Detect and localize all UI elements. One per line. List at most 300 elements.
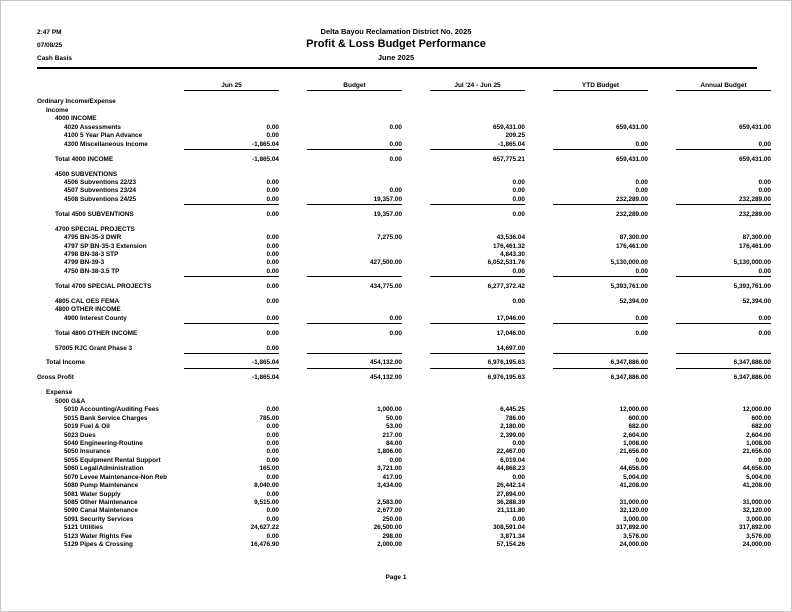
amount-cell [279, 374, 402, 382]
amount-cell [648, 516, 771, 524]
amount-cell [402, 124, 525, 132]
amount-value [184, 107, 279, 115]
amount-value: 1,008.00 [623, 439, 648, 447]
amount-cell [648, 283, 771, 291]
amount-value [553, 306, 648, 314]
amount-value: 417.00 [382, 473, 402, 481]
amount-cell [402, 345, 525, 358]
report-row [37, 440, 769, 448]
report-row [37, 474, 769, 482]
amount-value: 176,461.00 [739, 242, 771, 250]
report-title-block [1, 25, 791, 64]
amount-cell [156, 283, 279, 291]
report-row [37, 187, 769, 195]
amount-value: 84.00 [386, 439, 402, 447]
column-header-spacer [37, 81, 156, 91]
amount-cell [402, 474, 525, 482]
amount-value [553, 115, 648, 123]
amount-cell [279, 359, 402, 368]
column-header-row [37, 81, 769, 91]
amount-cell [279, 211, 402, 219]
amount-cell [279, 415, 402, 423]
amount-value: 0.00 [758, 456, 771, 464]
amount-value: 0.00 [389, 187, 402, 195]
amount-value: 31,000.00 [619, 499, 648, 506]
amount-value [676, 226, 771, 234]
amount-cell [648, 448, 771, 456]
amount-cell [525, 315, 648, 324]
amount-value: 53.00 [386, 423, 402, 431]
amount-cell [525, 283, 648, 291]
amount-value: 0.00 [676, 141, 771, 150]
report-row [37, 211, 769, 219]
report-row [37, 283, 769, 291]
amount-cell [156, 524, 279, 532]
account-label: 4797 SP BN-35-3 Extension [64, 242, 147, 250]
amount-value: 0.00 [266, 515, 279, 523]
amount-cell [279, 533, 402, 541]
amount-cell [525, 330, 648, 338]
account-label: 4000 INCOME [55, 115, 97, 123]
amount-cell [402, 524, 525, 532]
amount-value: 657,775.21 [493, 155, 525, 163]
amount-value: 0.00 [266, 448, 279, 456]
amount-cell [279, 507, 402, 515]
amount-cell [156, 482, 279, 490]
amount-cell [525, 457, 648, 465]
column-header-label: Jun 25 [184, 81, 279, 91]
amount-value [676, 398, 771, 406]
amount-value [307, 491, 402, 499]
amount-cell [402, 465, 525, 473]
amount-value: 250.00 [382, 515, 402, 523]
amount-cell [156, 259, 279, 267]
amount-value: 16,476.90 [250, 541, 279, 549]
amount-value [676, 107, 771, 115]
amount-cell [525, 533, 648, 541]
amount-value [553, 389, 648, 397]
amount-value: 0.00 [758, 329, 771, 337]
amount-cell [402, 448, 525, 456]
amount-cell [402, 406, 525, 414]
account-label: 4799 BN-39-3 [64, 259, 105, 267]
amount-value [430, 226, 525, 234]
amount-cell [279, 124, 402, 132]
account-label: 5060 Legal/Administration [64, 465, 144, 473]
amount-cell [525, 432, 648, 440]
report-row [37, 499, 769, 507]
amount-value: 3,576.00 [623, 532, 648, 540]
amount-cell [648, 524, 771, 532]
amount-value: 2,180.00 [500, 423, 525, 431]
amount-cell [402, 283, 525, 291]
amount-cell [156, 406, 279, 414]
account-label: 4795 BN-35-3 DWR [64, 234, 122, 242]
amount-value: 17,046.00 [496, 329, 525, 337]
amount-cell [156, 440, 279, 448]
account-label: 4900 Interest County [64, 314, 127, 322]
report-row [37, 107, 769, 115]
amount-value: 5,004.00 [746, 473, 771, 481]
amount-value: 0.00 [266, 210, 279, 218]
account-label: 4805 CAL OES FEMA [55, 297, 120, 305]
report-row [37, 234, 769, 242]
amount-value [553, 226, 648, 234]
amount-cell [648, 474, 771, 482]
report-row [37, 115, 769, 123]
amount-value: 232,289.00 [676, 196, 771, 205]
amount-cell [156, 448, 279, 456]
amount-cell [156, 465, 279, 473]
amount-value: 6,019.04 [500, 456, 525, 464]
amount-value: 1,000.00 [377, 406, 402, 414]
account-label: 5023 Dues [64, 431, 96, 439]
amount-value: 0.00 [389, 123, 402, 131]
amount-cell [648, 141, 771, 150]
report-row [37, 482, 769, 490]
report-row [37, 374, 769, 382]
amount-cell [279, 187, 402, 195]
amount-value: 21,656.00 [742, 448, 771, 456]
report-time: 2:47 PM [37, 29, 62, 36]
amount-value [553, 107, 648, 115]
account-label: 57005 RJC Grant Phase 3 [55, 344, 133, 352]
amount-value: 52,394.00 [742, 297, 771, 305]
amount-value [184, 389, 279, 397]
amount-cell [648, 345, 771, 358]
amount-value: 0.00 [635, 456, 648, 464]
amount-value: 19,357.00 [307, 196, 402, 205]
amount-cell [279, 268, 402, 281]
amount-cell [525, 507, 648, 515]
amount-value: 165.00 [259, 465, 279, 473]
column-header-label: Annual Budget [676, 81, 771, 91]
amount-value: 9,515.00 [254, 499, 279, 506]
amount-value: 0.00 [266, 406, 279, 414]
amount-cell [279, 330, 402, 338]
amount-value: 0.00 [307, 141, 402, 150]
amount-value: -1,865.04 [430, 141, 525, 150]
account-label: 5123 Water Rights Fee [64, 532, 132, 540]
amount-cell [402, 211, 525, 219]
column-header [402, 81, 525, 91]
amount-cell [156, 423, 279, 431]
report-row [37, 524, 769, 532]
amount-value [676, 251, 771, 259]
amount-value [676, 98, 771, 106]
amount-value [307, 179, 402, 187]
amount-cell [279, 440, 402, 448]
amount-cell [402, 196, 525, 205]
amount-cell [648, 330, 771, 338]
amount-value: 0.00 [266, 123, 279, 131]
column-header [156, 81, 279, 91]
amount-value: 0.00 [266, 431, 279, 439]
amount-cell [279, 234, 402, 242]
amount-value: 0.00 [635, 178, 648, 186]
amount-value: 24,627.22 [250, 524, 279, 532]
amount-cell [525, 406, 648, 414]
amount-value: 659,431.00 [493, 123, 525, 131]
amount-cell [648, 187, 771, 195]
report-row [37, 398, 769, 406]
amount-cell [648, 268, 771, 281]
header-rule [37, 67, 757, 69]
amount-cell [525, 211, 648, 219]
report-row [37, 359, 769, 367]
amount-value: 0.00 [307, 315, 402, 324]
amount-value: 0.00 [266, 259, 279, 267]
amount-cell [279, 141, 402, 150]
amount-cell [156, 187, 279, 195]
amount-value: 600.00 [751, 414, 771, 422]
amount-value: 3,434.00 [377, 482, 402, 490]
report-header [1, 1, 791, 64]
account-label: 4750 BN-38-3.5 TP [64, 267, 120, 275]
report-row [37, 465, 769, 473]
amount-cell [525, 482, 648, 490]
amount-cell [156, 141, 279, 150]
account-label: Total 4500 SUBVENTIONS [55, 210, 134, 218]
amount-value: 4,843.30 [500, 251, 525, 258]
report-title: Profit & Loss Budget Performance [306, 38, 486, 50]
amount-value: 17,046.00 [430, 315, 525, 324]
amount-value: 36,288.39 [496, 499, 525, 506]
amount-cell [402, 315, 525, 324]
amount-cell [525, 474, 648, 482]
amount-cell [402, 141, 525, 150]
amount-value: 317,892.00 [616, 524, 648, 532]
amount-value [307, 398, 402, 406]
amount-value [676, 171, 771, 179]
amount-cell [402, 415, 525, 423]
amount-value: 44,656.00 [742, 465, 771, 473]
amount-value: 0.00 [266, 297, 279, 305]
page-number: Page 1 [385, 574, 407, 581]
amount-value: 308,591.04 [493, 524, 525, 532]
amount-cell [402, 374, 525, 382]
amount-value [307, 115, 402, 123]
amount-cell [402, 541, 525, 549]
amount-value: 5,393,761.00 [610, 282, 648, 290]
report-row [37, 156, 769, 164]
report-row [37, 196, 769, 204]
amount-cell [279, 448, 402, 456]
amount-value: 0.00 [676, 315, 771, 324]
amount-cell [279, 482, 402, 490]
amount-value: 232,289.00 [739, 210, 771, 218]
amount-value: 2,000.00 [377, 541, 402, 549]
amount-value: 0.00 [266, 439, 279, 447]
amount-value [307, 389, 402, 397]
amount-value: 786.00 [505, 414, 525, 422]
amount-value: 0.00 [758, 178, 771, 186]
account-label: 5019 Fuel & Oil [64, 423, 110, 431]
amount-value [307, 107, 402, 115]
amount-value [184, 115, 279, 123]
amount-value [430, 98, 525, 106]
account-label: 4507 Subventions 23/24 [64, 187, 137, 195]
amount-cell [156, 268, 279, 281]
amount-value [307, 298, 402, 306]
amount-value [553, 398, 648, 406]
amount-value: 659,431.00 [616, 123, 648, 131]
amount-cell [648, 315, 771, 324]
report-row [37, 457, 769, 465]
report-row [37, 389, 769, 397]
account-label: Income [46, 106, 69, 114]
amount-value: 0.00 [512, 473, 525, 481]
amount-cell [279, 465, 402, 473]
report-date: 07/08/25 [37, 42, 63, 49]
company-name: Delta Bayou Reclamation District No. 2025 [320, 27, 472, 36]
amount-cell [156, 415, 279, 423]
report-row [37, 179, 769, 187]
amount-cell [525, 187, 648, 195]
amount-value: 0.00 [512, 178, 525, 186]
amount-value: 659,431.00 [739, 155, 771, 163]
amount-value: 0.00 [553, 268, 648, 277]
amount-value [676, 345, 771, 354]
amount-cell [648, 482, 771, 490]
account-label: 5080 Pump Maintenance [64, 482, 139, 490]
amount-value: 176,461.32 [493, 242, 525, 250]
report-row [37, 306, 769, 314]
amount-value [430, 107, 525, 115]
amount-value [430, 115, 525, 123]
report-row [37, 423, 769, 431]
amount-value: -1,865.04 [251, 374, 279, 382]
amount-value: 232,289.00 [616, 210, 648, 218]
amount-value: 0.00 [184, 315, 279, 324]
amount-cell [279, 345, 402, 358]
amount-value [676, 491, 771, 499]
amount-value: 0.00 [184, 196, 279, 205]
amount-value: 0.00 [266, 329, 279, 337]
amount-value: 6,347,886.00 [733, 374, 771, 382]
amount-value: 2,677.00 [377, 507, 402, 515]
report-body [37, 98, 769, 549]
amount-value: 2,399.00 [500, 431, 525, 439]
report-row [37, 251, 769, 259]
report-row [37, 491, 769, 499]
report-row [37, 98, 769, 106]
amount-value: 26,442.14 [496, 482, 525, 490]
amount-value [430, 306, 525, 314]
amount-value: 57,154.26 [496, 541, 525, 549]
amount-cell [402, 187, 525, 195]
account-label: 5000 G&A [55, 397, 86, 405]
amount-cell [525, 156, 648, 164]
amount-cell [279, 524, 402, 532]
amount-value: 0.00 [512, 297, 525, 305]
amount-cell [525, 124, 648, 132]
amount-cell [402, 268, 525, 281]
amount-cell [402, 482, 525, 490]
report-row [37, 243, 769, 251]
amount-cell [156, 211, 279, 219]
amount-cell [525, 448, 648, 456]
amount-value: 6,347,886.00 [676, 359, 771, 368]
amount-value: 6,277,372.42 [487, 282, 525, 290]
amount-value: 682.00 [751, 423, 771, 431]
amount-cell [279, 406, 402, 414]
amount-value: 3,000.00 [623, 515, 648, 523]
amount-cell [402, 507, 525, 515]
amount-value: -1,865.04 [251, 155, 279, 163]
amount-value [307, 171, 402, 179]
amount-value: 0.00 [184, 268, 279, 277]
amount-cell [648, 156, 771, 164]
amount-value: 6,347,886.00 [553, 359, 648, 368]
account-label: 4508 Subventions 24/25 [64, 195, 137, 203]
amount-cell [279, 196, 402, 205]
amount-cell [402, 440, 525, 448]
account-label: 4700 SPECIAL PROJECTS [55, 225, 135, 233]
report-row [37, 533, 769, 541]
amount-value: 0.00 [553, 315, 648, 324]
amount-cell [402, 457, 525, 465]
amount-value: 27,894.00 [496, 490, 525, 498]
amount-cell [648, 124, 771, 132]
amount-cell [156, 156, 279, 164]
amount-value: 3,871.34 [500, 532, 525, 540]
amount-value: 41,208.00 [619, 482, 648, 490]
account-label: 4500 SUBVENTIONS [55, 170, 118, 178]
report-row [37, 448, 769, 456]
amount-value: 5,130,000.00 [733, 259, 771, 267]
amount-cell [279, 423, 402, 431]
amount-cell [402, 359, 525, 368]
amount-value: 209.25 [505, 132, 525, 140]
amount-value: 6,976,195.63 [430, 359, 525, 368]
report-row [37, 226, 769, 234]
account-label: 5129 Pipes & Crossing [64, 541, 133, 549]
amount-value: 3,000.00 [746, 515, 771, 523]
amount-value: 22,467.00 [496, 448, 525, 456]
amount-cell [525, 499, 648, 507]
amount-cell [525, 268, 648, 281]
account-label: 4300 Miscellaneous Income [64, 140, 148, 148]
amount-value: 14,697.00 [430, 345, 525, 354]
amount-value: 0.00 [635, 329, 648, 337]
report-meta [37, 26, 72, 65]
amount-value: 52,394.00 [619, 297, 648, 305]
amount-cell [156, 345, 279, 358]
amount-cell [525, 234, 648, 242]
amount-cell [525, 440, 648, 448]
amount-cell [402, 499, 525, 507]
amount-cell [279, 432, 402, 440]
amount-cell [648, 359, 771, 368]
account-label: Total 4800 OTHER INCOME [55, 329, 138, 337]
amount-value: 87,300.00 [619, 234, 648, 242]
account-label: 5015 Bank Service Charges [64, 414, 148, 422]
amount-value: 1,806.00 [377, 448, 402, 456]
amount-value: 176,461.00 [616, 242, 648, 250]
account-label: 4798 BN-38-3 STP [64, 251, 119, 258]
report-row [37, 141, 769, 149]
amount-value [553, 171, 648, 179]
amount-value [430, 171, 525, 179]
amount-cell [525, 516, 648, 524]
amount-value: -1,865.04 [184, 141, 279, 150]
amount-cell [402, 234, 525, 242]
amount-value: 454,132.00 [307, 359, 402, 368]
amount-value: 19,357.00 [373, 210, 402, 218]
amount-cell [156, 516, 279, 524]
amount-value [676, 115, 771, 123]
